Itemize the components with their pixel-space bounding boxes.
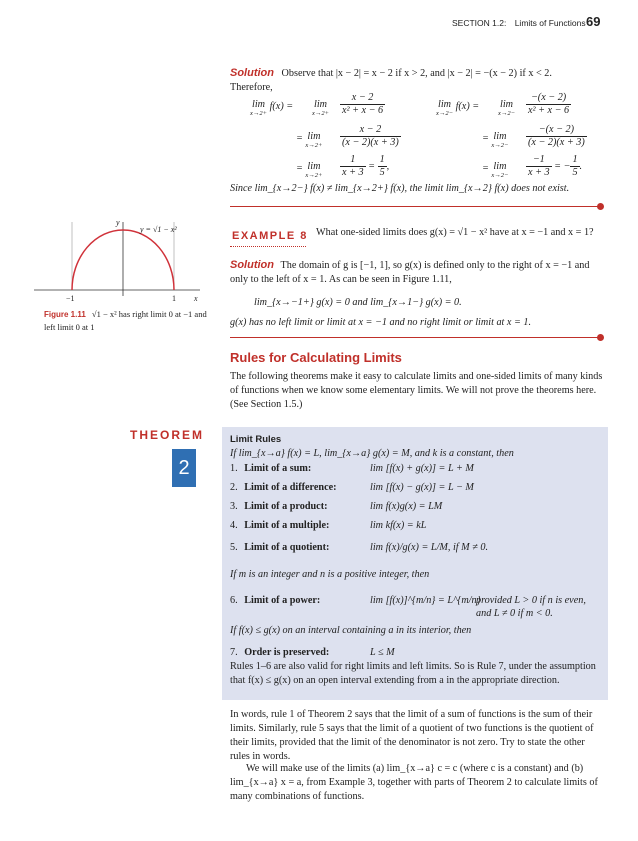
rule-7-formula: L ≤ M: [370, 647, 395, 658]
rule-4-formula: lim kf(x) = kL: [370, 520, 427, 531]
rule-6-cond2: and L ≠ 0 if m < 0.: [476, 608, 553, 619]
theorem-title: Limit Rules: [230, 434, 282, 445]
rule-1-name: Limit of a sum:: [244, 463, 312, 474]
example-8-limits: lim_{x→−1+} g(x) = 0 and lim_{x→1−} g(x) = 0.: [254, 297, 462, 308]
figure-caption: [44, 308, 219, 333]
rule-5: [230, 541, 329, 555]
example-8-solution-text: The domain of g is [−1, 1], so g(x) is defined only to the right of x = −1 and only to the left of x = 1. As can be seen in Figure 1.11,: [230, 260, 590, 285]
rule-3-num: 3.: [230, 501, 238, 512]
divider-1: [230, 206, 600, 207]
rule-7-name: Order is preserved:: [244, 647, 330, 658]
rule-2: [230, 481, 337, 495]
rule-6-num: 6.: [230, 595, 238, 606]
theorem-number: 2: [178, 457, 190, 479]
rule-7: [230, 646, 329, 660]
solution-7-line1: Observe that |x − 2| = x − 2 if x > 2, and |x − 2| = −(x − 2) if x < 2.: [281, 68, 552, 79]
rule-6-cond1: provided L > 0 if n is even,: [476, 595, 586, 606]
tick-right-label: 1: [172, 294, 176, 303]
rules-intro: The following theorems make it easy to calculate limits and one-sided limits of many kinds of functions when we know some elementary limits. We will not prove the theorems here. (See Section 1.5.): [230, 371, 603, 410]
rule-1-num: 1.: [230, 463, 238, 474]
rule-4-name: Limit of a multiple:: [244, 520, 330, 531]
x-axis-label: x: [194, 294, 198, 303]
tick-left-label: −1: [66, 294, 75, 303]
divider-1-dot: [597, 203, 604, 210]
divider-2: [230, 337, 600, 338]
rule-3: [230, 500, 327, 514]
figure-caption-label: Figure 1.11: [44, 310, 86, 319]
paragraph-2: We will make use of the limits (a) lim_{x→a} c = c (where c is a constant) and (b) lim_{x→a} x = a, from Example 3, together with parts of Theorem 2 to calculate limits of many combinations of functions.: [230, 763, 598, 802]
rule-3-name: Limit of a product:: [244, 501, 328, 512]
example-8-label: EXAMPLE 8: [232, 230, 308, 242]
solution-7-line2: Therefore,: [230, 82, 273, 93]
theorem-hypothesis: If lim_{x→a} f(x) = L, lim_{x→a} g(x) = M, and k is a constant, then: [230, 448, 514, 459]
power-intro: If m is an integer and n is a positive integer, then: [230, 569, 430, 580]
theorem-closing: Rules 1–6 are also valid for right limits and left limits. So is Rule 7, under the assumption that f(x) ≤ g(x) on an open interval extending from a in the appropriate direction.: [230, 661, 596, 686]
rule-6-formula: lim [f(x)]^{m/n} = L^{m/n}: [370, 595, 481, 606]
theorem-number-tab: [172, 449, 196, 487]
running-header: [452, 18, 586, 28]
theorem-word: THEOREM: [130, 428, 204, 442]
rule-6: [230, 594, 320, 608]
rule-6-name: Limit of a power:: [244, 595, 321, 606]
example-8-solution-label: Solution: [230, 259, 274, 271]
section-title: Limits of Functions: [514, 18, 586, 28]
order-intro: If f(x) ≤ g(x) on an interval containing a in its interior, then: [230, 625, 472, 636]
curve-label: y = √1 − x²: [140, 225, 177, 234]
rule-7-num: 7.: [230, 647, 238, 658]
rule-1-formula: lim [f(x) + g(x)] = L + M: [370, 463, 474, 474]
rule-3-formula: lim f(x)g(x) = LM: [370, 501, 443, 512]
page-number: 69: [586, 14, 601, 29]
rule-2-name: Limit of a difference:: [244, 482, 337, 493]
paragraph-1: In words, rule 1 of Theorem 2 says that the limit of a sum of functions is the sum of their limits. Similarly, rule 5 says that the limit of a quotient of two functions is the quotient of their limits, provided that the limit of the denominator is not zero. Try to state the other rules in words.: [230, 709, 594, 762]
figure-caption-text: √1 − x² has right limit 0 at −1 and left limit 0 at 1: [44, 309, 207, 332]
rule-2-formula: lim [f(x) − g(x)] = L − M: [370, 482, 474, 493]
solution-7-text: [230, 66, 610, 95]
rule-5-name: Limit of a quotient:: [244, 542, 330, 553]
rules-heading: Rules for Calculating Limits: [230, 350, 402, 365]
rule-1: [230, 462, 311, 476]
rule-2-num: 2.: [230, 482, 238, 493]
example-8-solution: [230, 258, 606, 287]
example-8-underline: [230, 246, 306, 247]
y-axis-label: y: [116, 218, 120, 227]
rule-4-num: 4.: [230, 520, 238, 531]
solution-label: Solution: [230, 67, 274, 79]
solution-7-conclusion: Since lim_{x→2−} f(x) ≠ lim_{x→2+} f(x), the limit lim_{x→2} f(x) does not exist.: [230, 183, 570, 194]
section-number: SECTION 1.2:: [452, 18, 507, 28]
rule-5-num: 5.: [230, 542, 238, 553]
rule-4: [230, 519, 329, 533]
divider-2-dot: [597, 334, 604, 341]
example-8-conclusion: g(x) has no left limit or limit at x = −1 and no right limit or limit at x = 1.: [230, 317, 532, 328]
example-8-question: What one-sided limits does g(x) = √1 − x² have at x = −1 and x = 1?: [316, 227, 594, 238]
rule-5-formula: lim f(x)/g(x) = L/M, if M ≠ 0.: [370, 542, 488, 553]
figure-semicircle: [28, 218, 208, 304]
